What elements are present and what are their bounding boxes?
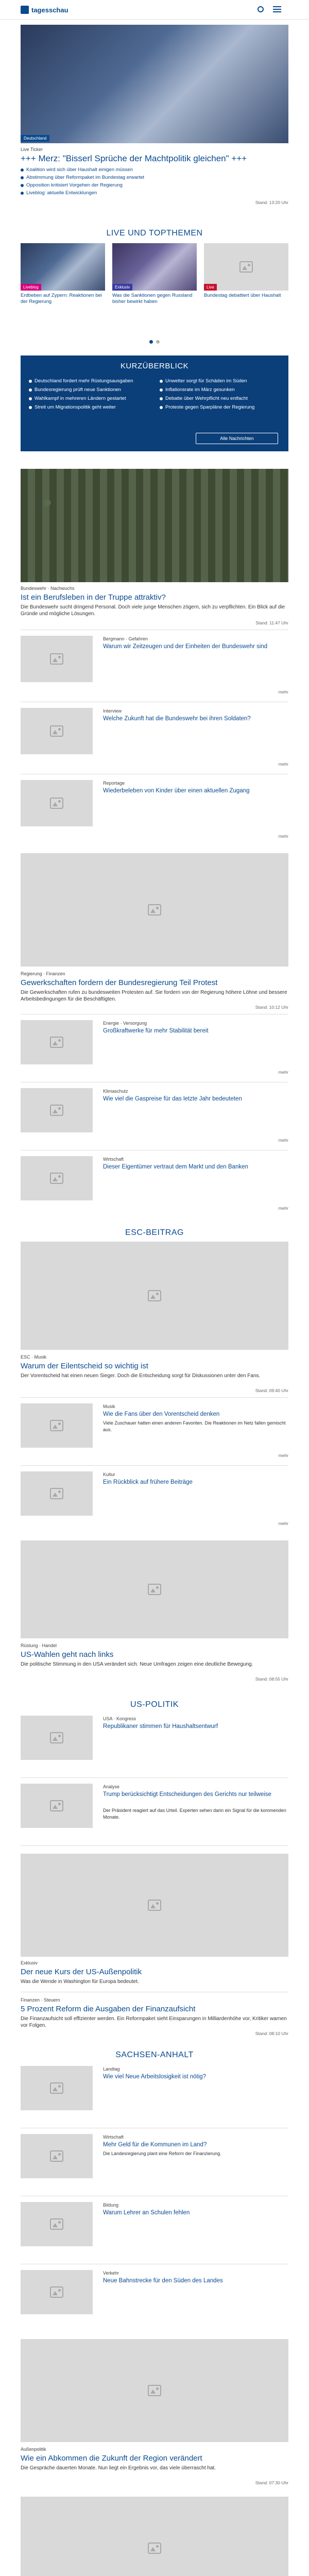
image-placeholder-icon [50,2082,63,2094]
list-kicker: Landtag [103,2066,120,2072]
image-placeholder-icon [148,2385,161,2396]
feature-image[interactable] [21,1540,288,1638]
divider [21,1397,288,1398]
briefing-item[interactable]: Deutschland fordert mehr Rüstungsausgaben [29,378,147,384]
image-placeholder-icon [50,1800,63,1811]
list-kicker: Exklusiv [21,1960,38,1965]
list-title: Mehr Geld für die Kommunen im Land? [103,2142,207,2148]
feature-teaser: Die Finanzaufsicht soll effizienter werden. Ein Reformpaket sieht Einsparungen in Milliardenhöhe vor, Kritiker warnen vor Folgen. [21,2016,287,2028]
image-placeholder-icon [148,1290,161,1301]
hero-kicker: Live Ticker [21,147,43,152]
live-tag: Live [204,284,217,291]
top-story-image[interactable] [21,469,288,582]
live-card-2[interactable] [112,243,197,305]
feature-teaser: Die Gespräche dauerten Monate. Nun liegt ein Ergebnis vor, das viele überrascht hat. [21,2465,216,2471]
image-placeholder-icon [50,1420,63,1431]
divider [21,1777,288,1778]
list-kicker: Bergmann · Gefahren [103,636,148,641]
logo-icon [21,6,29,14]
feature-kicker: Regierung · Finanzen [21,971,65,976]
image-placeholder-icon [50,2150,63,2162]
list-title: Wiederbeleben von Kinder über einen aktuellen Zugang [103,788,250,794]
image-placeholder-icon [50,653,63,665]
list-kicker: USA · Kongress [103,1716,136,1721]
list-title: Warum wir Zeitzeugen und der Einheiten der Bundeswehr sind [103,643,268,650]
feature-meta: Stand: 08:10 Uhr [255,2031,288,2036]
image-placeholder-icon [50,1173,63,1184]
esc-teaser: Der Vorentscheid hat einen neuen Sieger. Doch die Entscheidung sorgt für Diskussionen unter den Fans. [21,1373,261,1379]
search-icon[interactable] [258,6,264,12]
briefing-item[interactable]: Proteste gegen Sparpläne der Regierung [160,404,278,411]
list-item[interactable] [21,2270,288,2327]
feature-meta: Stand: 10:12 Uhr [255,1005,288,1010]
list-title: Ein Rückblick auf frühere Beiträge [103,1479,193,1485]
esc-kicker: ESC · Musik [21,1354,47,1360]
list-title: Trump berücksichtigt Entscheidungen des Gerichts nur teilweise [103,1791,271,1798]
briefing-item[interactable]: Debatte über Wehrpflicht neu entfacht [160,396,278,402]
briefing-box [21,355,288,451]
list-kicker: Wirtschaft [103,2134,124,2140]
live-carousel-dots[interactable] [21,340,288,344]
image-placeholder-icon [50,725,63,737]
hero-image[interactable] [21,25,288,143]
feature-image[interactable] [21,2497,288,2576]
image-placeholder-icon [50,1105,63,1116]
list-title[interactable]: Der neue Kurs der US-Außenpolitik [21,1968,142,1976]
esc-section-title: ESC-BEITRAG [125,1228,184,1237]
list-meta[interactable]: mehr [278,834,288,839]
list-meta[interactable]: mehr [278,1521,288,1526]
feature-title[interactable]: Wie ein Abkommen die Zukunft der Region verändert [21,2454,202,2463]
list-meta[interactable]: mehr [278,761,288,767]
list-kicker: Bildung [103,2202,119,2208]
live-card-title: Erdbeben auf Zypern: Reaktionen bei der Regierung [21,293,102,304]
live-card-3[interactable] [204,243,288,299]
image-placeholder-icon [148,1584,161,1595]
hero-bullet[interactable]: Abstimmung über Reformpaket im Bundestag erwartet [21,175,288,181]
list-item[interactable] [21,1088,288,1145]
list-title: Warum Lehrer an Schulen fehlen [103,2210,190,2216]
list-item[interactable] [21,780,288,842]
feature-kicker: Außenpolitik [21,2447,46,2452]
hero-meta: Stand: 13:20 Uhr [255,200,288,205]
image-placeholder-icon [148,2543,161,2554]
list-title: Großkraftwerke für mehr Stabilität bereit [103,1028,209,1034]
briefing-item[interactable]: Wahlkampf in mehreren Ländern gestartet [29,396,147,402]
list-kicker: Wirtschaft [103,1157,124,1162]
list-kicker: Musik [103,1404,115,1409]
divider [21,1465,288,1466]
briefing-item[interactable]: Unwetter sorgt für Schäden im Süden [160,378,278,384]
image-placeholder-icon [50,2218,63,2230]
live-card-title: Was die Sanktionen gegen Russland bisher bewirkt haben [112,293,193,304]
live-tag: Liveblog [21,284,41,291]
list-title: Wie viel Neue Arbeitslosigkeit ist nötig? [103,2074,207,2080]
feature-kicker: Rüstung · Handel [21,1643,57,1648]
list-item[interactable] [21,708,288,770]
list-meta[interactable]: mehr [278,689,288,694]
live-section-title: LIVE UND TOPTHEMEN [106,229,203,238]
us-feature-image[interactable] [21,1854,288,1957]
list-title: Wie die Fans über den Vorentscheid denken [103,1411,220,1417]
feature-title[interactable]: US-Wahlen geht nach links [21,1650,114,1659]
feature-image[interactable] [21,853,288,967]
list-teaser: Was die Wende in Washington für Europa bedeutet. [21,1979,139,1985]
feature-teaser: Die Gewerkschaften rufen zu bundesweiten Protesten auf. Sie fordern von der Regierung höhere Löhne und bessere Arbeitsbedingungen für die Beschäftigten. [21,990,287,1002]
list-kicker: Reportage [103,781,125,786]
list-kicker: Energie · Versorgung [103,1021,147,1026]
image-placeholder-icon [50,2286,63,2298]
briefing-item[interactable]: Bundesregierung prüft neue Sanktionen [29,387,147,393]
brand-name: tagesschau [31,6,68,14]
list-item[interactable] [21,1716,288,1772]
feature-image[interactable] [21,2339,288,2442]
hamburger-icon[interactable] [273,6,281,12]
list-meta[interactable]: mehr [278,1453,288,1458]
esc-headline[interactable]: Warum der Eilentscheid so wichtig ist [21,1362,148,1370]
briefing-item[interactable]: Streit um Migrationspolitik geht weiter [29,404,147,411]
divider [21,1845,288,1846]
image-placeholder-icon [148,904,161,916]
list-kicker: Klimaschutz [103,1089,128,1094]
image-placeholder-icon [50,1732,63,1743]
feature-meta: Stand: 07:30 Uhr [255,2480,288,2485]
briefing-item[interactable]: Inflationsrate im März gesunken [160,387,278,393]
site-header [0,0,309,20]
list-meta[interactable]: mehr [278,1070,288,1075]
list-item[interactable] [21,2202,288,2259]
list-meta[interactable]: mehr [278,1138,288,1143]
list-kicker: Verkehr [103,2270,119,2276]
image-placeholder-icon [50,798,63,809]
briefing-all-button[interactable]: Alle Nachrichten [196,433,278,444]
esc-meta: Stand: 09:40 Uhr [255,1388,288,1393]
list-title: Neue Bahnstrecke für den Süden des Landes [103,2278,223,2284]
top-story-meta: Stand: 11:47 Uhr [255,620,288,625]
list-kicker: Kultur [103,1472,115,1477]
list-item[interactable] [21,2134,288,2191]
hero-title[interactable]: +++ Merz: "Bisserl Sprüche der Machtpolitik gleichen" +++ [21,154,247,163]
image-placeholder-icon [148,1900,161,1911]
live-card-title: Bundestag debattiert über Haushalt [204,293,281,298]
us-section-title: US-POLITIK [130,1700,179,1709]
list-teaser: Der Präsident reagiert auf das Urteil. Experten sehen darin ein Signal für die kommenden Monate. [103,1808,286,1820]
hero-bullet[interactable]: Liveblog: aktuelle Entwicklungen [21,190,288,196]
esc-image[interactable] [21,1242,288,1350]
list-kicker: Interview [103,708,122,714]
list-item[interactable] [21,2066,288,2123]
hero-bullet[interactable]: Opposition kritisiert Vorgehen der Regierung [21,182,288,189]
list-teaser: Die Landesregierung plant eine Reform der Finanzierung. [103,2151,221,2156]
hero-bullet[interactable]: Koalition wird sich über Haushalt einigen müssen [21,167,288,173]
top-story-title[interactable]: Ist ein Berufsleben in der Truppe attraktiv? [21,593,166,602]
feature-meta: Stand: 08:55 Uhr [255,1676,288,1682]
list-item[interactable] [21,1156,288,1213]
list-item[interactable] [21,1784,288,1840]
list-meta[interactable]: mehr [278,1206,288,1211]
live-tag: Exklusiv [112,284,132,291]
feature-kicker: Finanzen · Steuern [21,1997,60,2003]
feature-title[interactable]: 5 Prozent Reform die Ausgaben der Finanzaufsicht [21,2005,196,2013]
top-story-teaser: Die Bundeswehr sucht dringend Personal. Doch viele junge Menschen zögern, sich zu verpflichten. Ein Blick auf die Gründe und mögliche Lösungen. [21,604,285,617]
list-title: Welche Zukunft hat die Bundeswehr bei ihren Soldaten? [103,716,251,722]
list-item[interactable] [21,636,288,698]
list-item[interactable] [21,1471,288,1528]
saxony-section-title: SACHSEN-ANHALT [115,2050,194,2059]
list-title: Republikaner stimmen für Haushaltsentwurf [103,1723,218,1730]
list-title: Wie viel die Gaspreise für das letzte Jahr bedeuteten [103,1096,242,1102]
hero-label: Deutschland [21,135,49,142]
brand-logo[interactable] [21,4,77,15]
feature-teaser: Die politische Stimmung in den USA verändert sich. Neue Umfragen zeigen eine deutliche Bewegung. [21,1662,253,1667]
image-placeholder-icon [50,1037,63,1048]
hero-bullets [21,167,288,196]
image-placeholder-icon [50,1488,63,1499]
feature-title[interactable]: Gewerkschaften fordern der Bundesregierung Teil Protest [21,978,218,987]
list-item[interactable] [21,1403,288,1460]
list-kicker: Analyse [103,1784,120,1789]
list-item[interactable] [21,1020,288,1077]
list-title: Dieser Eigentümer vertraut dem Markt und den Banken [103,1164,248,1170]
list-teaser: Viele Zuschauer hatten einen anderen Favoriten. Die Reaktionen im Netz fallen gemischt aus. [103,1420,286,1432]
briefing-title: KURZÜBERBLICK [120,362,189,370]
live-card-1[interactable] [21,243,105,305]
top-story-kicker: Bundeswehr · Nachwuchs [21,586,75,591]
